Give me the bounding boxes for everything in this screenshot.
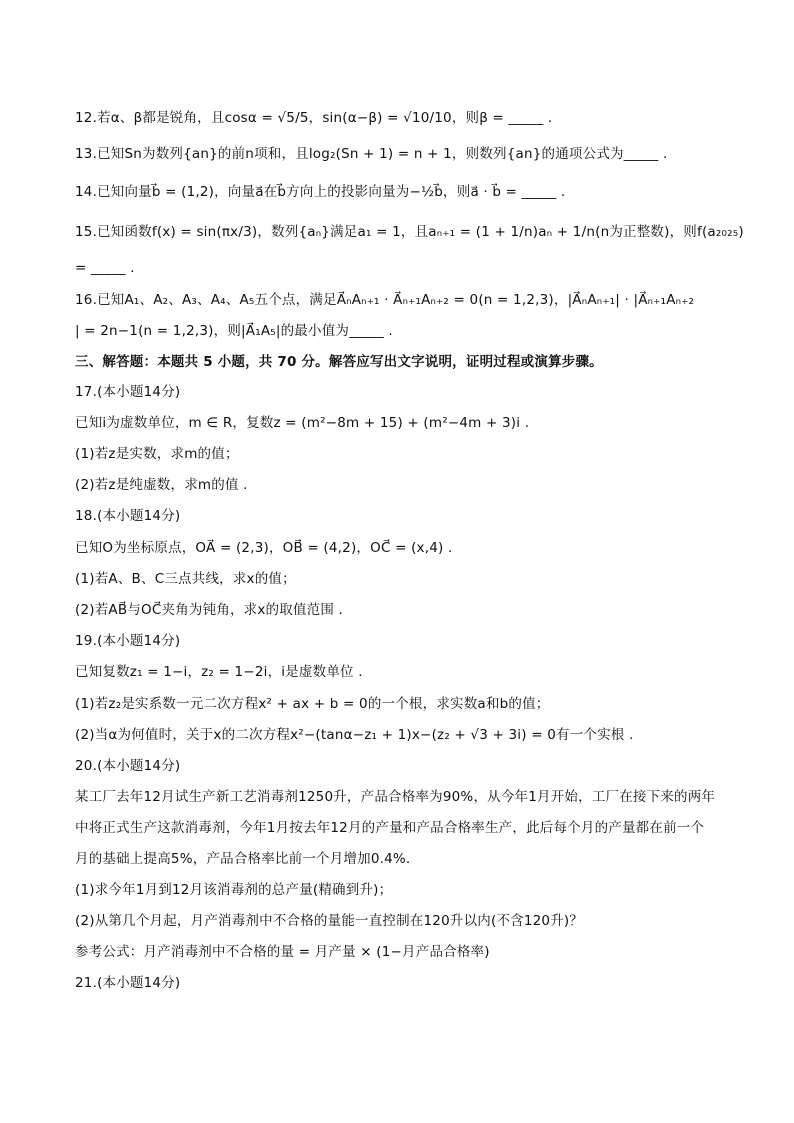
problem-18-stem: 已知O为坐标原点，OA⃗ = (2,3)，OB⃗ = (4,2)，OC⃗ = (x,4) . bbox=[75, 540, 453, 556]
problem-17-part-1: (1)若z是实数，求m的值； bbox=[75, 446, 239, 462]
problem-19-part-2: (2)当α为何值时，关于x的二次方程x²−(tanα−z₁ + 1)x−(z₂ + √3 + 3i) = 0有一个实根 . bbox=[75, 727, 634, 743]
problem-19-stem: 已知复数z₁ = 1−i，z₂ = 1−2i，i是虚数单位 . bbox=[75, 664, 363, 680]
problem-20-stem-1: 某工厂去年12月试生产新工艺消毒剂1250升，产品合格率为90%，从今年1月开始，工厂在接下来的两年 bbox=[75, 789, 716, 805]
problem-20-part-1: (1)求今年1月到12月该消毒剂的总产量(精确到升)； bbox=[75, 882, 393, 898]
problem-18-part-1: (1)若A、B、C三点共线，求x的值； bbox=[75, 571, 296, 587]
problem-12: 12.若α、β都是锐角，且cosα = √5/5，sin(α−β) = √10/10，则β = _____ . bbox=[75, 110, 553, 126]
problem-20-stem-3: 月的基础上提高5%，产品合格率比前一个月增加0.4%. bbox=[75, 851, 411, 867]
problem-20-reference: 参考公式：月产消毒剂中不合格的量 = 月产量 × (1−月产品合格率) bbox=[75, 944, 490, 960]
section-heading: 三、解答题：本题共 5 小题，共 70 分。解答应写出文字说明，证明过程或演算步骤。 bbox=[75, 354, 603, 370]
problem-17-header: 17.(本小题14分) bbox=[75, 384, 181, 400]
problem-20-part-2: (2)从第几个月起，月产消毒剂中不合格的量能一直控制在120升以内(不含120升)？ bbox=[75, 913, 584, 929]
problem-16-cont: | = 2n−1(n = 1,2,3)，则|A⃗₁A₅|的最小值为_____ . bbox=[75, 323, 393, 339]
problem-21-header: 21.(本小题14分) bbox=[75, 975, 181, 991]
problem-17-part-2: (2)若z是纯虚数，求m的值 . bbox=[75, 477, 248, 493]
problem-18-part-2: (2)若AB⃗与OC⃗夹角为钝角，求x的取值范围 . bbox=[75, 602, 344, 618]
problem-20-header: 20.(本小题14分) bbox=[75, 758, 181, 774]
problem-19-header: 19.(本小题14分) bbox=[75, 633, 181, 649]
problem-20-stem-2: 中将正式生产这款消毒剂，今年1月按去年12月的产量和产品合格率生产，此后每个月的产量都在前一个 bbox=[75, 820, 705, 836]
problem-15: 15.已知函数f(x) = sin(πx/3)，数列{aₙ}满足a₁ = 1，且aₙ₊₁ = (1 + 1/n)aₙ + 1/n(n为正整数)，则f(a₂₀₂₅) bbox=[75, 224, 744, 240]
problem-17-stem: 已知i为虚数单位，m ∈ R，复数z = (m²−8m + 15) + (m²−4m + 3)i . bbox=[75, 415, 530, 431]
problem-14: 14.已知向量b⃗ = (1,2)，向量a⃗在b⃗方向上的投影向量为−½b⃗，则a⃗ · b⃗ = _____ . bbox=[75, 184, 566, 200]
problem-16: 16.已知A₁、A₂、A₃、A₄、A₅五个点，满足A⃗ₙAₙ₊₁ · A⃗ₙ₊₁Aₙ₊₂ = 0(n = 1,2,3)，|A⃗ₙAₙ₊₁| · |A⃗ₙ₊₁Aₙ₊₂ bbox=[75, 292, 695, 308]
problem-18-header: 18.(本小题14分) bbox=[75, 508, 181, 524]
problem-15-cont: = _____ . bbox=[75, 260, 135, 276]
problem-19-part-1: (1)若z₂是实系数一元二次方程x² + ax + b = 0的一个根，求实数a和b的值； bbox=[75, 696, 550, 712]
problem-13: 13.已知Sn为数列{an}的前n项和，且log₂(Sn + 1) = n + 1，则数列{an}的通项公式为_____ . bbox=[75, 146, 668, 162]
